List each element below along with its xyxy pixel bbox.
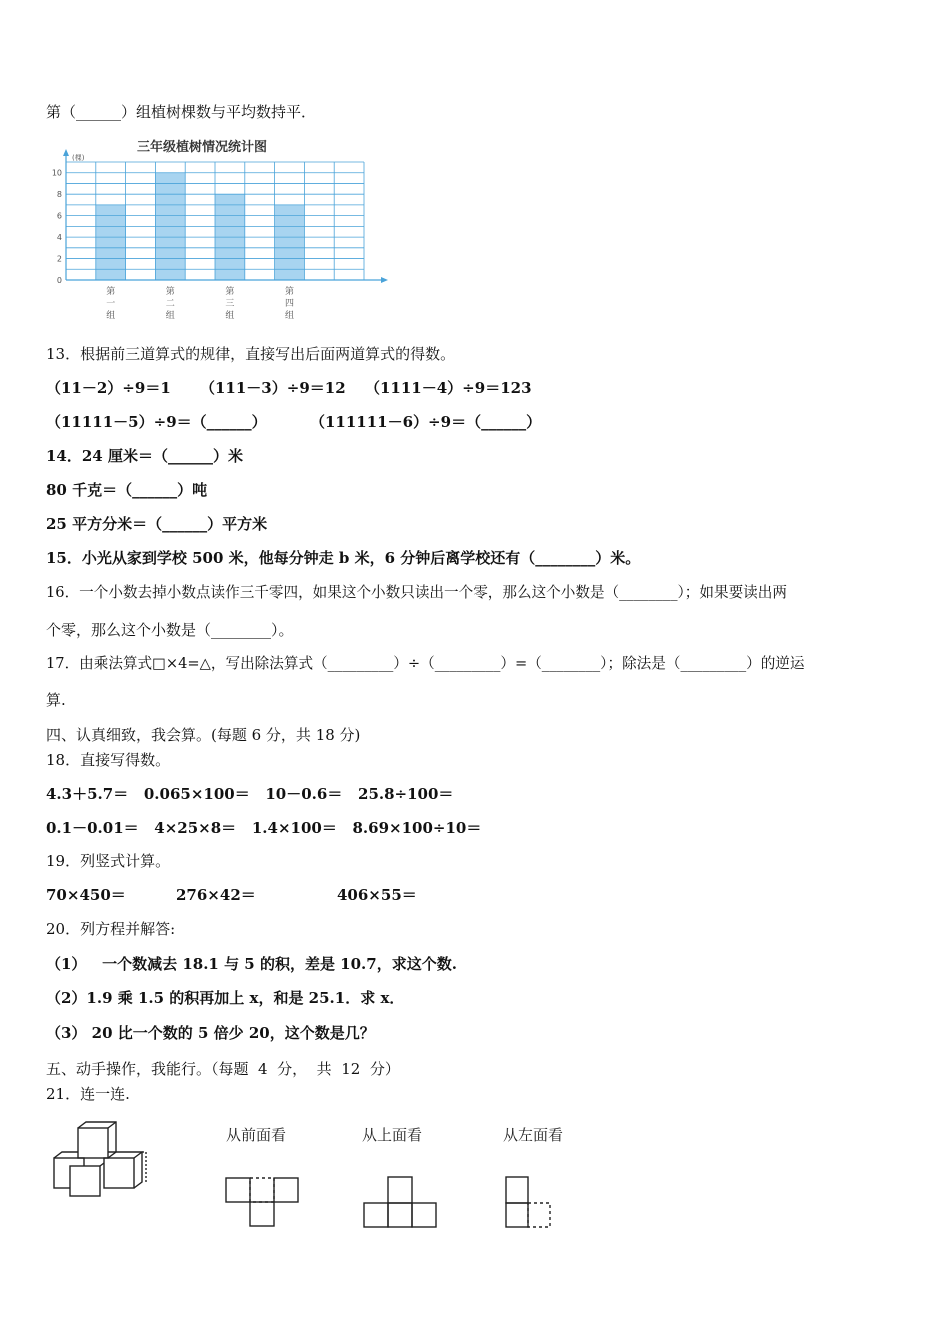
- y-tick-10: 10: [51, 168, 62, 178]
- q12-blank-line: 第（______）组植树棵数与平均数持平．: [46, 103, 317, 121]
- cube-stack-figure: [50, 1120, 160, 1210]
- q14-line-1: 14．24 厘米＝（______）米: [46, 447, 243, 465]
- q13-expr-1: （11－2）÷9＝1: [46, 379, 171, 397]
- q20-item-3: （3） 20 比一个数的 5 倍少 20，这个数是几？: [46, 1024, 375, 1042]
- bar-chart: [50, 148, 390, 338]
- q19-expr-1: 70×450＝: [46, 886, 126, 904]
- q13-expr-5: （111111－6）÷9＝（______）: [310, 413, 542, 431]
- bar-1: [96, 205, 126, 280]
- q18-row-1: 4.3＋5.7＝ 0.065×100＝ 10－0.6＝ 25.8÷100＝: [46, 785, 454, 803]
- q18-row-2: 0.1－0.01＝ 4×25×8＝ 1.4×100＝ 8.69×100÷10＝: [46, 819, 482, 837]
- x-tick-3-1: 第: [225, 287, 235, 297]
- view-shape-left: [502, 1175, 562, 1235]
- section-5-heading: 五、动手操作，我能行。（每题 4 分， 共 12 分）: [46, 1060, 400, 1078]
- y-tick-0: 0: [56, 276, 62, 285]
- q13-expr-2: （111－3）÷9＝12: [200, 379, 346, 397]
- q16-line-1: 16．一个小数去掉小数点读作三千零四，如果这个小数只读出一个零，那么这个小数是（________）；如果要读出两: [46, 584, 787, 601]
- x-tick-1-1: 第: [106, 287, 116, 297]
- q20-item-2: （2）1.9 乘 1.5 的积再加上 x，和是 25.1．求 x．: [46, 989, 405, 1007]
- y-axis-arrow: [63, 149, 69, 156]
- x-tick-2-1: 第: [165, 287, 175, 297]
- q20-item-1: （1） 一个数减去 18.1 与 5 的积，差是 10.7，求这个数.: [46, 955, 457, 973]
- q14-line-3: 25 平方分米＝（______）平方米: [46, 515, 268, 533]
- section-4-heading: 四、认真细致，我会算。(每题 6 分，共 18 分): [46, 726, 361, 744]
- q13-prompt: 13．根据前三道算式的规律，直接写出后面两道算式的得数。: [46, 345, 456, 363]
- y-tick-2: 2: [56, 254, 62, 264]
- x-tick-3-2: 三: [225, 299, 235, 309]
- q20-prompt: 20．列方程并解答:: [46, 920, 176, 938]
- x-axis-arrow: [381, 277, 388, 283]
- q16-line-2: 个零，那么这个小数是（________）。: [46, 621, 294, 639]
- q19-prompt: 19．列竖式计算。: [46, 852, 171, 870]
- y-axis-label: (棵): [72, 154, 85, 162]
- q13-expr-3: （1111－4）÷9＝123: [365, 379, 532, 397]
- x-tick-1-2: 一: [106, 299, 116, 309]
- x-tick-2-3: 组: [165, 311, 175, 321]
- view-label-front: 从前面看: [226, 1126, 287, 1144]
- q17-line-2: 算.: [46, 691, 66, 709]
- q13-expr-4: （11111－5）÷9＝（______）: [46, 413, 267, 431]
- x-tick-2-2: 二: [165, 299, 175, 309]
- chart-title: 三年级植树情况统计图: [137, 140, 268, 155]
- view-label-left: 从左面看: [503, 1126, 564, 1144]
- q15-prompt: 15．小光从家到学校 500 米，他每分钟走 b 米，6 分钟后离学校还有（________）米。: [46, 549, 641, 567]
- q14-line-2: 80 千克＝（______）吨: [46, 481, 208, 499]
- view-shape-top: [362, 1175, 442, 1235]
- q19-expr-3: 406×55＝: [337, 886, 417, 904]
- x-tick-3-3: 组: [225, 311, 235, 321]
- view-shape-front: [222, 1174, 302, 1234]
- x-tick-4-1: 第: [284, 287, 295, 297]
- y-tick-6: 6: [56, 211, 62, 221]
- y-tick-8: 8: [56, 190, 62, 200]
- x-tick-4-2: 四: [284, 299, 295, 309]
- x-tick-4-3: 组: [284, 311, 295, 321]
- q19-expr-2: 276×42＝: [176, 886, 256, 904]
- view-label-top: 从上面看: [362, 1126, 423, 1144]
- q17-line-1: 17．由乘法算式□×4=△，写出除法算式（_________）÷（_________）=（________）；除法是（_________）的逆运: [46, 655, 805, 672]
- x-tick-1-3: 组: [106, 311, 116, 321]
- q21-prompt: 21．连一连.: [46, 1085, 130, 1103]
- y-tick-4: 4: [56, 233, 62, 243]
- bar-4: [275, 205, 305, 280]
- q18-prompt: 18．直接写得数。: [46, 751, 171, 769]
